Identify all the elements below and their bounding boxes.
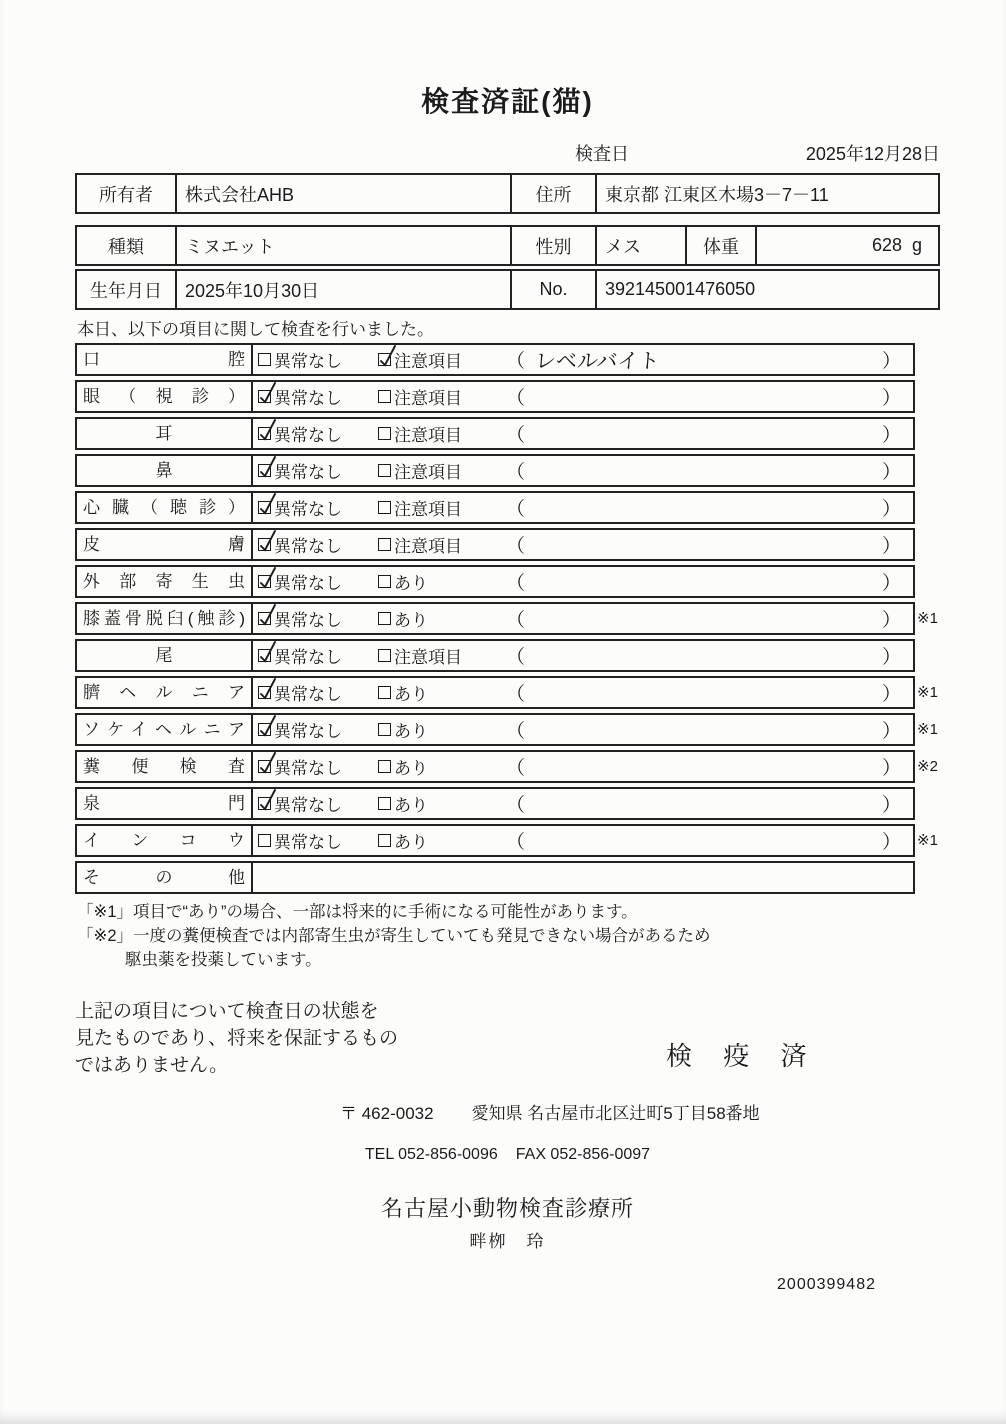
row-label: ソケイヘルニア (77, 715, 253, 744)
option-2-label: 注意項目 (394, 389, 462, 408)
close-paren: ） (881, 351, 901, 372)
pet-table (75, 225, 940, 310)
footnote-2-continued: 駆虫薬を投薬しています。 (125, 951, 322, 969)
row-label: 膝蓋骨脱臼(触診) (77, 604, 253, 633)
option-no-abnormality (258, 680, 378, 705)
open-paren: （ (506, 388, 526, 409)
table-row (75, 750, 938, 783)
open-paren: （ (506, 758, 526, 779)
note-area (506, 790, 913, 817)
open-paren: （ (506, 721, 526, 742)
number-value: 392145001476050 (605, 279, 756, 299)
option-2-label: あり (394, 759, 428, 778)
checkbox-option-2 (378, 501, 391, 514)
option-1-label: 異常なし (274, 685, 342, 704)
inspection-table (75, 343, 938, 894)
checkbox-option-2 (378, 723, 391, 736)
clinic-name: 名古屋小動物検査診療所 (380, 1196, 634, 1221)
option-1-label: 異常なし (274, 759, 342, 778)
option-2-label: あり (394, 796, 428, 815)
open-paren: （ (506, 499, 526, 520)
option-no-abnormality (258, 495, 378, 520)
table-row (75, 565, 915, 598)
check-mark-icon (257, 528, 279, 554)
option-no-abnormality (258, 569, 378, 594)
checkbox-option-2 (378, 649, 391, 662)
clinic-postal-code: 〒 462-0032 (340, 1104, 434, 1123)
number-label: No. (512, 271, 597, 308)
row-content (253, 456, 913, 485)
footnote-mark: ※1 (917, 832, 938, 849)
checkbox-option-2 (378, 390, 391, 403)
close-paren: ） (881, 573, 901, 594)
checkbox-option-2 (378, 797, 391, 810)
close-paren: ） (881, 758, 901, 779)
breed-value: ミヌエット (177, 227, 512, 264)
option-2-label: あり (394, 685, 428, 704)
clinic-contact-line (75, 1146, 940, 1164)
row-label: 泉門 (77, 789, 253, 818)
row-label: インコウ (77, 826, 253, 855)
disclaimer-text (75, 998, 398, 1079)
open-paren: （ (506, 462, 526, 483)
table-row (75, 454, 915, 487)
breed-label: 種類 (77, 227, 177, 264)
checkbox-option-1 (258, 797, 271, 810)
address-label: 住所 (512, 175, 597, 212)
option-2-label: あり (394, 611, 428, 630)
check-mark-icon (257, 639, 279, 665)
check-mark-icon (257, 565, 279, 591)
check-mark-icon (257, 676, 279, 702)
note-area (506, 531, 913, 558)
option-no-abnormality (258, 828, 378, 853)
checkbox-option-1 (258, 723, 271, 736)
option-2-label: 注意項目 (394, 463, 462, 482)
check-mark-icon (377, 343, 399, 369)
page-title: 検査済証(猫) (421, 86, 594, 117)
checkbox-option-1 (258, 612, 271, 625)
option-attention (378, 421, 506, 446)
note-area (506, 494, 913, 521)
option-no-abnormality (258, 754, 378, 779)
option-attention (378, 458, 506, 483)
checkbox-option-2 (378, 834, 391, 847)
option-1-label: 異常なし (274, 722, 342, 741)
row-label: 外部寄生虫 (77, 567, 253, 596)
inspection-date-line (575, 140, 940, 166)
row-content (253, 641, 913, 670)
option-attention (378, 680, 506, 705)
option-1-label: 異常なし (274, 352, 342, 371)
row-content (253, 789, 913, 818)
option-1-label: 異常なし (274, 796, 342, 815)
checkbox-option-2 (378, 538, 391, 551)
option-1-label: 異常なし (274, 537, 342, 556)
option-2-label: 注意項目 (394, 537, 462, 556)
check-mark-icon (257, 602, 279, 628)
open-paren: （ (506, 351, 526, 372)
option-no-abnormality (258, 643, 378, 668)
inspection-date-label: 検査日 (575, 144, 629, 164)
open-paren: （ (506, 573, 526, 594)
table-row (75, 639, 915, 672)
pet-row-2 (75, 269, 940, 310)
close-paren: ） (881, 832, 901, 853)
option-2-label: 注意項目 (394, 426, 462, 445)
option-no-abnormality (258, 421, 378, 446)
checkbox-option-1 (258, 834, 271, 847)
option-no-abnormality (258, 347, 378, 372)
option-no-abnormality (258, 717, 378, 742)
sex-value: メス (597, 227, 687, 264)
note-text: レベルバイト (534, 349, 661, 373)
inspection-table-rows (75, 343, 938, 894)
checkbox-option-1 (258, 427, 271, 440)
note-area (506, 605, 913, 632)
check-mark-icon (257, 454, 279, 480)
row-content (253, 752, 913, 781)
checkbox-option-1 (258, 390, 271, 403)
owner-value: 株式会社AHB (177, 175, 512, 212)
close-paren: ） (881, 499, 901, 520)
option-no-abnormality (258, 606, 378, 631)
checkbox-option-2 (378, 686, 391, 699)
note-area (506, 827, 913, 854)
disclaimer-line-3: ではありません。 (75, 1055, 229, 1076)
option-1-label: 異常なし (274, 648, 342, 667)
sex-label: 性別 (512, 227, 597, 264)
option-2-label: 注意項目 (394, 648, 462, 667)
option-attention (378, 532, 506, 557)
open-paren: （ (506, 795, 526, 816)
checkbox-option-1 (258, 353, 271, 366)
veterinarian-name: 畔栁 玲 (469, 1232, 546, 1251)
checkbox-option-1 (258, 686, 271, 699)
checkbox-option-1 (258, 501, 271, 514)
row-content (253, 382, 913, 411)
row-content (253, 530, 913, 559)
owner-label: 所有者 (77, 175, 177, 212)
table-row (75, 380, 915, 413)
row-label: 尾 (77, 641, 253, 670)
option-2-label: あり (394, 833, 428, 852)
checkbox-option-1 (258, 649, 271, 662)
note-area (506, 753, 913, 780)
option-attention (378, 828, 506, 853)
option-attention (378, 384, 506, 409)
row-content (253, 715, 913, 744)
close-paren: ） (881, 388, 901, 409)
quarantine-stamp: 検 疫 済 (666, 1041, 819, 1071)
note-area (506, 383, 913, 410)
note-area (506, 568, 913, 595)
disclaimer-row (75, 998, 940, 1079)
weight-value: 628 (871, 235, 902, 255)
row-label: 心臓（聴診） (77, 493, 253, 522)
row-content (253, 493, 913, 522)
row-label: 皮膚 (77, 530, 253, 559)
row-label: 口腔 (77, 345, 253, 374)
option-2-label: 注意項目 (394, 352, 462, 371)
row-content (253, 604, 913, 633)
clinic-fax: FAX 052-856-0097 (515, 1146, 651, 1163)
disclaimer-line-2: 見たものであり、将来を保証するもの (75, 1028, 399, 1049)
note-area (506, 457, 913, 484)
checkbox-option-2 (378, 760, 391, 773)
check-mark-icon (257, 750, 279, 776)
note-area (506, 716, 913, 743)
option-attention (378, 717, 506, 742)
row-content (253, 863, 913, 892)
inspection-date-value: 2025年12月28日 (805, 144, 940, 164)
row-label: 眼（視診） (77, 382, 253, 411)
close-paren: ） (881, 721, 901, 742)
intro-sentence: 本日、以下の項目に関して検査を行いました。 (77, 320, 434, 339)
footnote-mark: ※1 (917, 684, 938, 701)
open-paren: （ (506, 832, 526, 853)
option-attention (378, 495, 506, 520)
row-label: 臍ヘルニア (77, 678, 253, 707)
owner-table (75, 173, 940, 214)
table-row (75, 528, 915, 561)
document-number: 2000399482 (777, 1276, 876, 1293)
open-paren: （ (506, 647, 526, 668)
option-1-label: 異常なし (274, 500, 342, 519)
close-paren: ） (881, 425, 901, 446)
option-1-label: 異常なし (274, 833, 342, 852)
table-row (75, 491, 915, 524)
option-1-label: 異常なし (274, 389, 342, 408)
close-paren: ） (881, 462, 901, 483)
option-2-label: あり (394, 574, 428, 593)
weight-unit: g (911, 235, 922, 255)
row-label: 耳 (77, 419, 253, 448)
footnote-mark: ※2 (917, 758, 938, 775)
option-1-label: 異常なし (274, 463, 342, 482)
table-row (75, 602, 938, 635)
open-paren: （ (506, 425, 526, 446)
check-mark-icon (257, 491, 279, 517)
pet-row-1 (75, 225, 940, 266)
table-row (75, 343, 915, 376)
weight-label: 体重 (687, 227, 757, 264)
check-mark-icon (257, 417, 279, 443)
option-1-label: 異常なし (274, 426, 342, 445)
footnote-2: 「※2」一度の糞便検査では内部寄生虫が寄生していても発見できない場合があるため (77, 927, 711, 945)
row-content (253, 678, 913, 707)
close-paren: ） (881, 536, 901, 557)
row-label: その他 (77, 863, 253, 892)
checkbox-option-2 (378, 464, 391, 477)
option-attention (378, 643, 506, 668)
clinic-address: 愛知県 名古屋市北区辻町5丁目58番地 (471, 1104, 760, 1123)
option-attention (378, 569, 506, 594)
weight-cell (757, 227, 938, 264)
option-1-label: 異常なし (274, 574, 342, 593)
option-2-label: 注意項目 (394, 500, 462, 519)
open-paren: （ (506, 684, 526, 705)
checkbox-option-1 (258, 464, 271, 477)
option-attention (378, 754, 506, 779)
dob-value: 2025年10月30日 (177, 271, 512, 308)
table-row (75, 861, 915, 894)
row-content (253, 567, 913, 596)
close-paren: ） (881, 647, 901, 668)
dob-label: 生年月日 (77, 271, 177, 308)
option-attention (378, 606, 506, 631)
option-1-label: 異常なし (274, 611, 342, 630)
option-no-abnormality (258, 384, 378, 409)
checkbox-option-2 (378, 612, 391, 625)
table-row (75, 824, 938, 857)
table-row (75, 787, 915, 820)
check-mark-icon (257, 380, 279, 406)
table-row (75, 417, 915, 450)
clinic-tel: TEL 052-856-0096 (364, 1146, 498, 1163)
disclaimer-line-1: 上記の項目について検査日の状態を (75, 1001, 379, 1022)
checkbox-option-1 (258, 760, 271, 773)
option-no-abnormality (258, 458, 378, 483)
footnote-1: 「※1」項目で“あり”の場合、一部は将来的に手術になる可能性があります。 (77, 903, 638, 921)
table-row (75, 676, 938, 709)
check-mark-icon (257, 713, 279, 739)
close-paren: ） (881, 684, 901, 705)
note-area (506, 642, 913, 669)
row-content (253, 826, 913, 855)
footnotes (75, 900, 940, 972)
note-area (506, 420, 913, 447)
clinic-address-line (340, 1099, 940, 1124)
close-paren: ） (881, 795, 901, 816)
row-label: 鼻 (77, 456, 253, 485)
table-row (75, 713, 938, 746)
checkbox-option-2 (378, 575, 391, 588)
checkbox-option-2 (378, 427, 391, 440)
row-content (253, 345, 913, 374)
footnote-mark: ※1 (917, 610, 938, 627)
note-area (506, 345, 913, 375)
address-value: 東京都 江東区木場3－7－11 (605, 184, 829, 205)
check-mark-icon (257, 787, 279, 813)
option-attention (378, 791, 506, 816)
open-paren: （ (506, 610, 526, 631)
close-paren: ） (881, 610, 901, 631)
row-content (253, 419, 913, 448)
option-no-abnormality (258, 791, 378, 816)
footnote-mark: ※1 (917, 721, 938, 738)
option-2-label: あり (394, 722, 428, 741)
note-area (506, 679, 913, 706)
checkbox-option-1 (258, 575, 271, 588)
option-attention (378, 347, 506, 372)
row-label: 糞便検査 (77, 752, 253, 781)
checkbox-option-2 (378, 353, 391, 366)
option-no-abnormality (258, 532, 378, 557)
checkbox-option-1 (258, 538, 271, 551)
open-paren: （ (506, 536, 526, 557)
